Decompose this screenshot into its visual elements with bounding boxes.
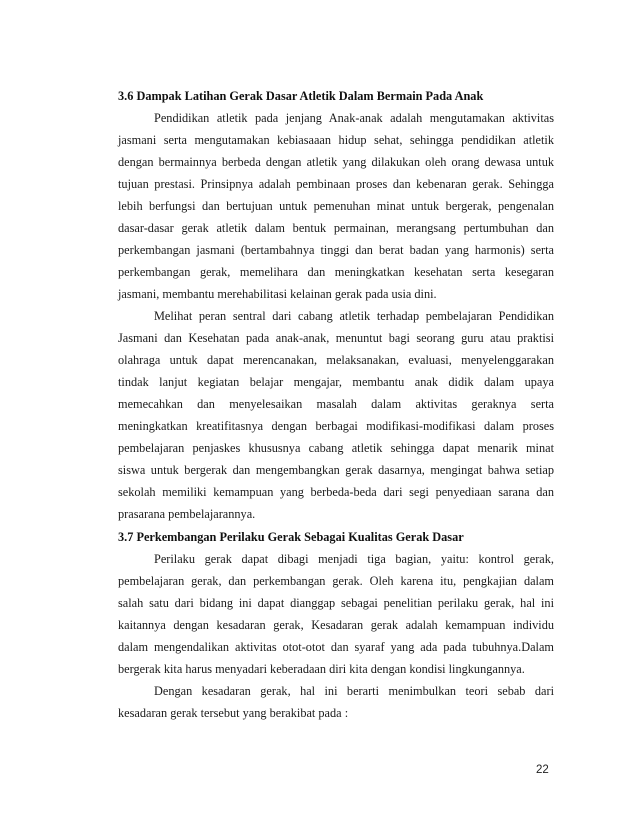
paragraph-line: jasmani, membantu merehabilitasi kelainan gerak pada usia dini.	[118, 287, 437, 301]
paragraph-line: Dengan kesadaran gerak, hal ini berarti menimbulkan teori sebab dari	[154, 684, 554, 698]
paragraph-line: Pendidikan atletik pada jenjang Anak-anak adalah mengutamakan aktivitas	[154, 111, 554, 125]
paragraph-line: olahraga untuk dapat merencanakan, melaksanakan, evaluasi, menyelenggarakan	[118, 353, 554, 367]
paragraph-line: pembelajaran gerak, dan perkembangan gerak. Oleh karena itu, pengkajian dalam	[118, 574, 554, 588]
paragraph-line: kesadaran gerak tersebut yang berakibat pada :	[118, 706, 349, 720]
paragraph-line: lebih berfungsi dan bertujuan untuk pemenuhan minat untuk bergerak, pengenalan	[118, 199, 554, 213]
paragraph-line: memecahkan dan menyelesaikan masalah dalam aktivitas geraknya serta	[118, 397, 554, 411]
paragraph-line: Perilaku gerak dapat dibagi menjadi tiga bagian, yaitu: kontrol gerak,	[154, 552, 554, 566]
section-heading-3-7: 3.7 Perkembangan Perilaku Gerak Sebagai Kualitas Gerak Dasar	[118, 530, 464, 544]
paragraph-line: jasmani serta mengutamakan kebiasaaan hidup sehat, sehingga pendidikan atletik	[118, 133, 554, 147]
paragraph-line: siswa untuk bergerak dan mengembangkan gerak dasarnya, mengingat bahwa setiap	[118, 463, 554, 477]
paragraph-line: kaitannya dengan kesadaran gerak, Kesadaran gerak adalah kemampuan individu	[118, 618, 554, 632]
paragraph-line: tujuan prestasi. Prinsipnya adalah pembinaan proses dan kebenaran gerak. Sehingga	[118, 177, 554, 191]
paragraph-line: sekolah memiliki kemampuan yang berbeda-beda dari segi penyediaan sarana dan	[118, 485, 554, 499]
paragraph-line: Melihat peran sentral dari cabang atletik terhadap pembelajaran Pendidikan	[154, 309, 554, 323]
paragraph-line: meningkatkan kreatifitasnya dengan berbagai modifikasi-modifikasi dalam proses	[118, 419, 554, 433]
paragraph-line: Jasmani dan Kesehatan pada anak-anak, menuntut bagi seorang guru atau praktisi	[118, 331, 554, 345]
paragraph-line: tindak lanjut kegiatan belajar mengajar, membantu anak didik dalam upaya	[118, 375, 554, 389]
paragraph-line: dalam mengendalikan aktivitas otot-otot dan syaraf yang ada pada tubuhnya.Dalam	[118, 640, 554, 654]
paragraph-line: prasarana pembelajarannya.	[118, 507, 256, 521]
paragraph-line: bergerak kita harus menyadari keberadaan diri kita dengan kondisi lingkungannya.	[118, 662, 525, 676]
paragraph-line: perkembangan gerak, memelihara dan meningkatkan kesehatan serta kesegaran	[118, 265, 554, 279]
section-heading-3-6: 3.6 Dampak Latihan Gerak Dasar Atletik Dalam Bermain Pada Anak	[118, 89, 484, 103]
paragraph-line: dasar-dasar gerak atletik dalam bentuk permainan, merangsang pertumbuhan dan	[118, 221, 554, 235]
paragraph-line: perkembangan jasmani (bertambahnya tinggi dan berat badan yang harmonis) serta	[118, 243, 554, 257]
paragraph-line: dengan bermainnya berbeda dengan atletik yang dilakukan oleh orang dewasa untuk	[118, 155, 554, 169]
paragraph-line: salah satu dari bidang ini dapat dianggap sebagai penelitian perilaku gerak, hal ini	[118, 596, 554, 610]
paragraph-line: pembelajaran penjaskes khususnya cabang atletik sehingga dapat menarik minat	[118, 441, 554, 455]
page-number: 22	[536, 764, 549, 776]
